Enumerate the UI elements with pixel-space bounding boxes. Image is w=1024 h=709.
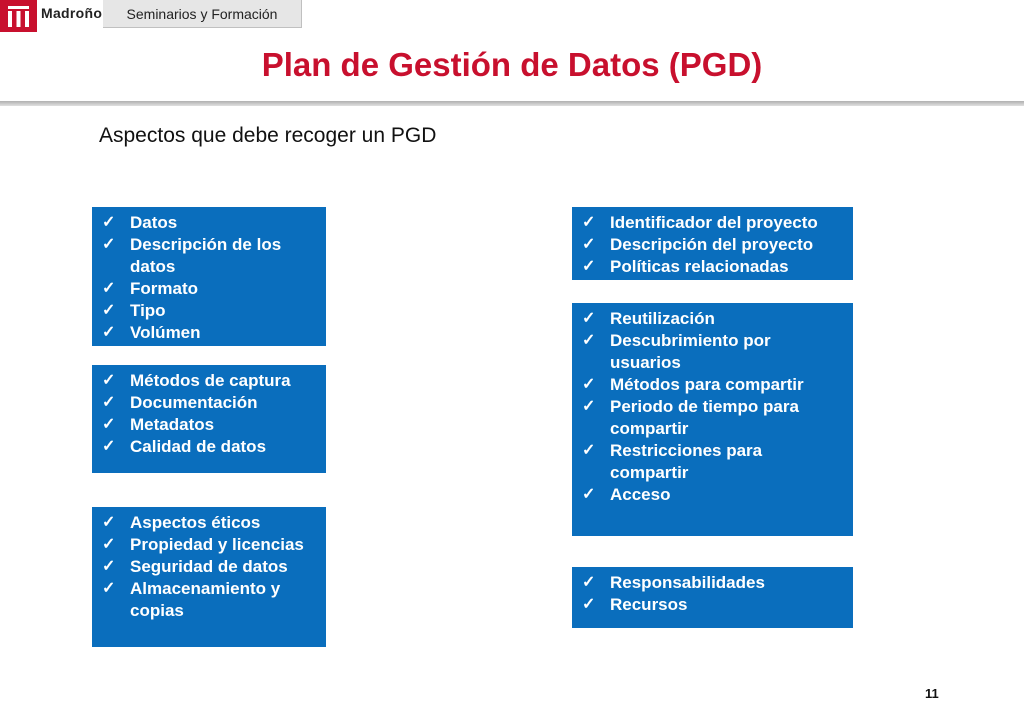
checkmark-icon: ✓	[102, 280, 116, 297]
list-item-label: Descubrimiento por usuarios	[610, 331, 771, 372]
list-item-label: Volúmen	[130, 323, 201, 342]
list-item-label: Propiedad y licencias	[130, 535, 304, 554]
title-divider	[0, 101, 1024, 106]
list-item	[582, 308, 845, 330]
list-item-label: Reutilización	[610, 309, 715, 328]
list-item	[582, 440, 845, 484]
list-item	[102, 392, 318, 414]
checkmark-icon: ✓	[102, 236, 116, 253]
list-item	[102, 414, 318, 436]
list-item	[102, 278, 318, 300]
list-item-label: Periodo de tiempo para compartir	[610, 397, 799, 438]
checkmark-icon: ✓	[582, 486, 596, 503]
checkmark-icon: ✓	[582, 332, 596, 349]
list-item	[102, 556, 318, 578]
list-item-label: Datos	[130, 213, 178, 232]
list-item	[582, 594, 845, 616]
checkmark-icon: ✓	[102, 558, 116, 575]
list-item-label: Responsabilidades	[610, 573, 765, 592]
checkmark-icon: ✓	[102, 416, 116, 433]
panel-right-2	[572, 303, 853, 536]
panel-list	[582, 212, 845, 278]
panel-list	[582, 572, 845, 616]
panel-list	[102, 212, 318, 344]
checkmark-icon: ✓	[102, 438, 116, 455]
list-item-label: Métodos para compartir	[610, 375, 804, 394]
checkmark-icon: ✓	[582, 310, 596, 327]
checkmark-icon: ✓	[582, 398, 596, 415]
list-item-label: Aspectos éticos	[130, 513, 261, 532]
list-item-label: Calidad de datos	[130, 437, 267, 456]
list-item	[582, 484, 845, 506]
header-tab: Seminarios y Formación	[103, 0, 302, 28]
list-item	[582, 330, 845, 374]
panel-list	[102, 512, 318, 622]
brand-name: Madroño	[41, 5, 103, 21]
checkmark-icon: ✓	[582, 258, 596, 275]
panel-left-1	[92, 207, 326, 346]
madrono-logo-icon	[0, 0, 37, 32]
panel-list	[582, 308, 845, 506]
list-item-label: Recursos	[610, 595, 688, 614]
list-item	[582, 374, 845, 396]
list-item	[102, 234, 318, 278]
panel-list	[102, 370, 318, 458]
list-item	[102, 436, 318, 458]
list-item-label: Métodos de captura	[130, 371, 291, 390]
checkmark-icon: ✓	[582, 376, 596, 393]
list-item	[102, 534, 318, 556]
list-item-label: Descripción de los datos	[130, 235, 282, 276]
list-item	[102, 512, 318, 534]
checkmark-icon: ✓	[582, 596, 596, 613]
panel-right-3	[572, 567, 853, 628]
panel-left-2	[92, 365, 326, 473]
checkmark-icon: ✓	[102, 302, 116, 319]
list-item-label: Acceso	[610, 485, 671, 504]
list-item-label: Formato	[130, 279, 198, 298]
checkmark-icon: ✓	[102, 394, 116, 411]
list-item	[102, 578, 318, 622]
list-item	[102, 300, 318, 322]
list-item-label: Almacenamiento y copias	[130, 579, 281, 620]
checkmark-icon: ✓	[582, 574, 596, 591]
list-item-label: Políticas relacionadas	[610, 257, 789, 276]
list-item-label: Restricciones para compartir	[610, 441, 763, 482]
checkmark-icon: ✓	[582, 442, 596, 459]
checkmark-icon: ✓	[102, 580, 116, 597]
list-item-label: Identificador del proyecto	[610, 213, 818, 232]
panel-left-3	[92, 507, 326, 647]
list-item	[102, 212, 318, 234]
list-item	[582, 212, 845, 234]
list-item	[102, 370, 318, 392]
list-item-label: Tipo	[130, 301, 166, 320]
list-item	[582, 234, 845, 256]
list-item-label: Descripción del proyecto	[610, 235, 814, 254]
list-item-label: Seguridad de datos	[130, 557, 288, 576]
checkmark-icon: ✓	[582, 214, 596, 231]
page-title: Plan de Gestión de Datos (PGD)	[261, 46, 763, 83]
panel-right-1	[572, 207, 853, 280]
subtitle: Aspectos que debe recoger un PGD	[99, 124, 437, 147]
checkmark-icon: ✓	[102, 214, 116, 231]
checkmark-icon: ✓	[102, 514, 116, 531]
checkmark-icon: ✓	[102, 324, 116, 341]
list-item-label: Metadatos	[130, 415, 215, 434]
checkmark-icon: ✓	[102, 536, 116, 553]
checkmark-icon: ✓	[582, 236, 596, 253]
list-item	[582, 572, 845, 594]
list-item-label: Documentación	[130, 393, 258, 412]
page-number: 11	[925, 686, 939, 701]
list-item	[582, 396, 845, 440]
list-item	[102, 322, 318, 344]
list-item	[582, 256, 845, 278]
checkmark-icon: ✓	[102, 372, 116, 389]
